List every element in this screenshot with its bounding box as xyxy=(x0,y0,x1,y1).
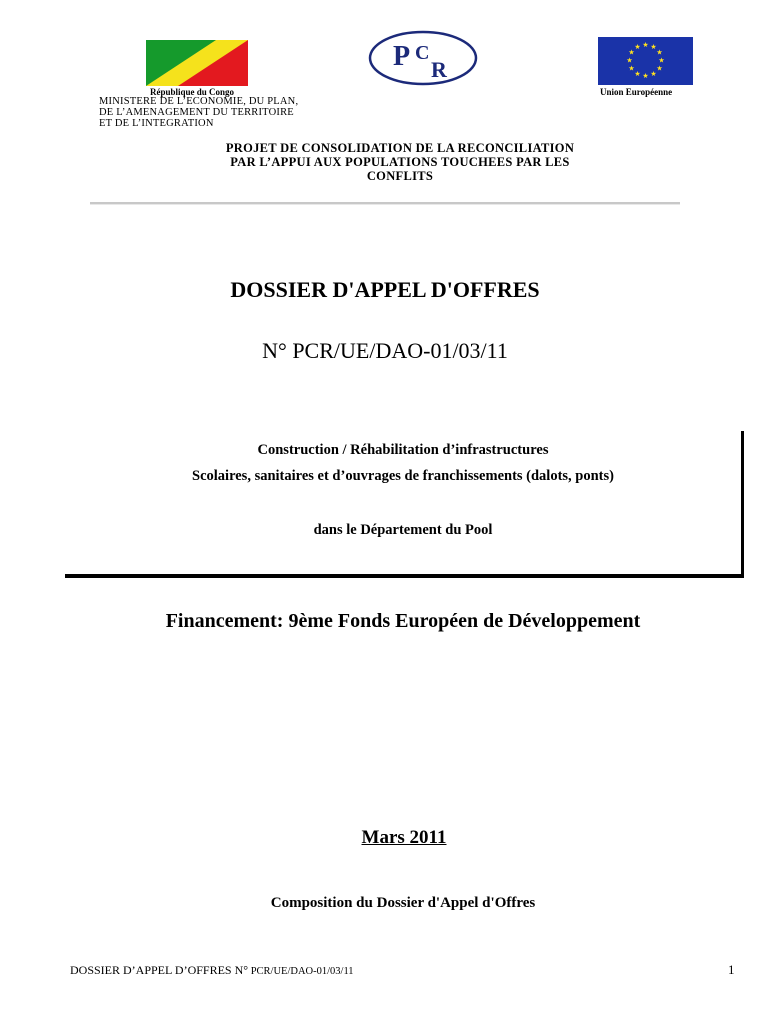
document-title: DOSSIER D'APPEL D'OFFRES xyxy=(230,277,540,302)
footer-reference-code: PCR/UE/DAO-01/03/11 xyxy=(248,966,354,977)
svg-text:★: ★ xyxy=(642,41,649,49)
footer-reference xyxy=(70,963,354,978)
description-line: Scolaires, sanitaires et d’ouvrages de franchissements (dalots, ponts) xyxy=(192,468,614,484)
ministry-line: ET DE L’INTEGRATION xyxy=(99,118,214,129)
description-line: Construction / Réhabilitation d’infrastructures xyxy=(257,442,549,458)
pcr-logo-icon xyxy=(367,29,479,87)
svg-text:★: ★ xyxy=(626,56,633,65)
eu-flag-icon xyxy=(598,37,693,85)
project-title-line: PROJET DE CONSOLIDATION DE LA RECONCILIATION xyxy=(225,141,575,155)
pcr-logo-letter: R xyxy=(431,57,447,82)
financing-statement: Financement: 9ème Fonds Européen de Développement xyxy=(165,610,641,632)
document-date: Mars 2011 xyxy=(361,827,447,848)
ministry-name xyxy=(99,96,298,129)
pcr-logo-letter: C xyxy=(415,42,430,64)
project-title-line: PAR L’APPUI AUX POPULATIONS TOUCHEES PAR LES xyxy=(230,155,570,169)
description-border-bottom xyxy=(65,574,744,578)
congo-flag-icon xyxy=(146,40,248,86)
ministry-line: MINISTERE DE L’ECONOMIE, DU PLAN, xyxy=(99,96,299,107)
svg-text:★: ★ xyxy=(658,56,665,65)
svg-text:★: ★ xyxy=(628,64,635,73)
svg-text:★: ★ xyxy=(656,48,663,57)
page-number: 1 xyxy=(728,962,735,977)
pcr-logo-letter: P xyxy=(393,41,411,72)
eu-label: Union Européenne xyxy=(600,87,673,97)
composition-heading: Composition du Dossier d'Appel d'Offres xyxy=(270,895,536,911)
svg-text:★: ★ xyxy=(642,72,649,80)
svg-text:★: ★ xyxy=(656,64,663,73)
description-border-right xyxy=(741,431,744,578)
description-location: dans le Département du Pool xyxy=(313,522,493,538)
ministry-line: DE L’AMENAGEMENT DU TERRITOIRE xyxy=(99,107,294,118)
svg-text:★: ★ xyxy=(634,43,641,51)
svg-text:★: ★ xyxy=(650,43,657,51)
svg-text:★: ★ xyxy=(628,48,635,57)
document-number: N° PCR/UE/DAO-01/03/11 xyxy=(262,338,508,363)
header-divider xyxy=(90,202,680,205)
svg-text:★: ★ xyxy=(634,70,641,78)
project-title xyxy=(150,141,650,183)
project-title-line: CONFLITS xyxy=(366,169,434,183)
footer-reference-prefix: DOSSIER D’APPEL D’OFFRES N° xyxy=(70,963,249,977)
svg-text:★: ★ xyxy=(650,70,657,78)
country-label: République du Congo xyxy=(150,87,235,97)
